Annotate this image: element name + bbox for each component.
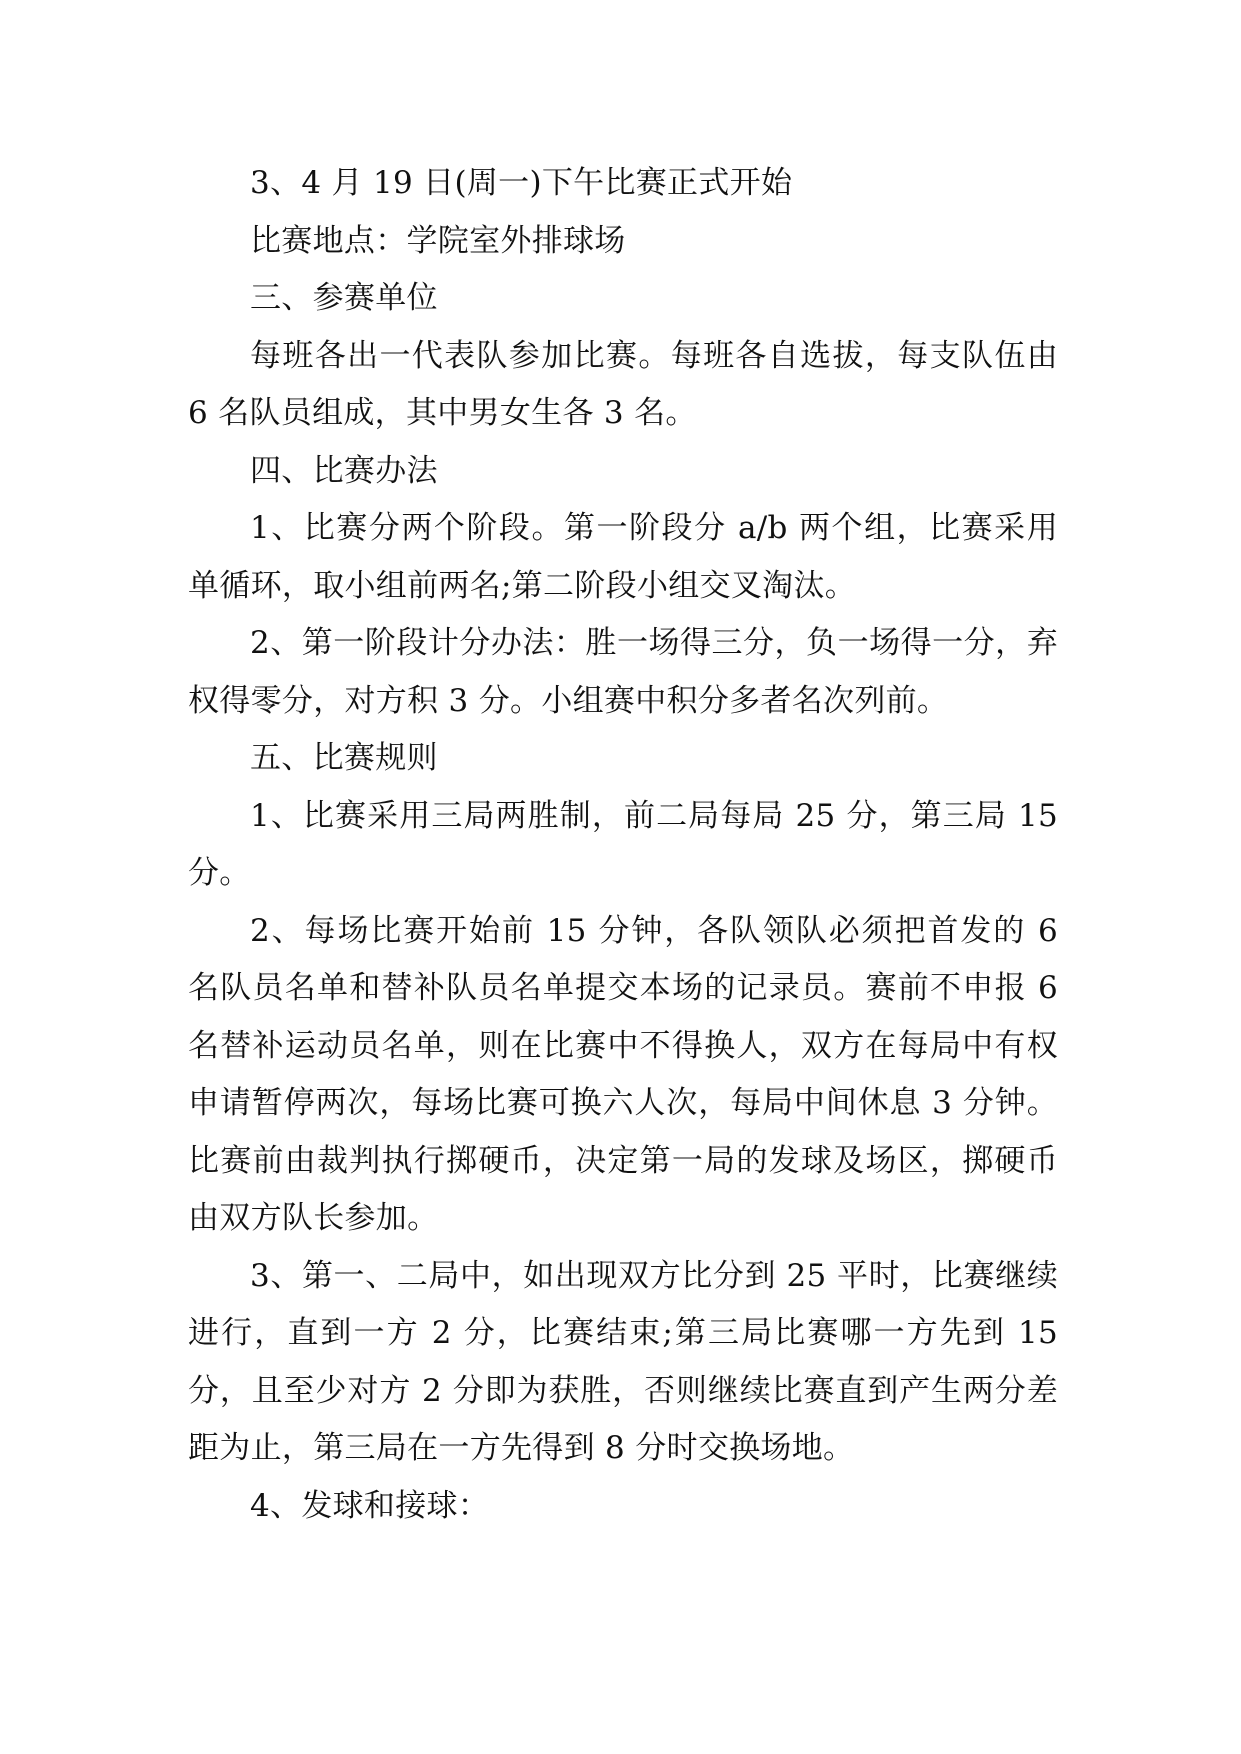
paragraph-rule-roster: 2、每场比赛开始前 15 分钟，各队领队必须把首发的 6 名队员名单和替补队员名单提交本场的记录员。赛前不申报 6 名替补运动员名单，则在比赛中不得换人，双方在每局中有权申请暂停两次，每场比赛可换六人次，每局中间休息 3 分钟。比赛前由裁判执行掷硬币，决定第一局的发球及场区，掷硬币由双方队长参加。 — [188, 912, 1058, 1236]
paragraph-stages: 1、比赛分两个阶段。第一阶段分 a/b 两个组，比赛采用单循环，取小组前两名;第二阶段小组交叉淘汰。 — [188, 510, 1058, 604]
paragraph-rule-deuce: 3、第一、二局中，如出现双方比分到 25 平时，比赛继续进行，直到一方 2 分，比赛结束;第三局比赛哪一方先到 15 分，且至少对方 2 分即为获胜，否则继续比赛直到产生两分差距为止，第三局在一方先得到 8 分时交换场地。 — [188, 1257, 1058, 1466]
section-heading-participants: 三、参赛单位 — [250, 280, 438, 316]
paragraph-start-time: 3、4 月 19 日(周一)下午比赛正式开始 — [250, 165, 793, 201]
section-heading-rules: 五、比赛规则 — [250, 740, 438, 776]
paragraph-rule-sets: 1、比赛采用三局两胜制，前二局每局 25 分，第三局 15 分。 — [188, 797, 1058, 891]
paragraph-team-composition: 每班各出一代表队参加比赛。每班各自选拔，每支队伍由 6 名队员组成，其中男女生各 3 名。 — [188, 337, 1058, 431]
paragraph-scoring: 2、第一阶段计分办法：胜一场得三分，负一场得一分，弃权得零分，对方积 3 分。小组赛中积分多者名次列前。 — [188, 625, 1058, 719]
section-heading-format: 四、比赛办法 — [250, 452, 438, 489]
paragraph-venue: 比赛地点：学院室外排球场 — [250, 222, 626, 259]
paragraph-rule-serve: 4、发球和接球： — [250, 1487, 490, 1524]
document-body — [188, 155, 1058, 1535]
